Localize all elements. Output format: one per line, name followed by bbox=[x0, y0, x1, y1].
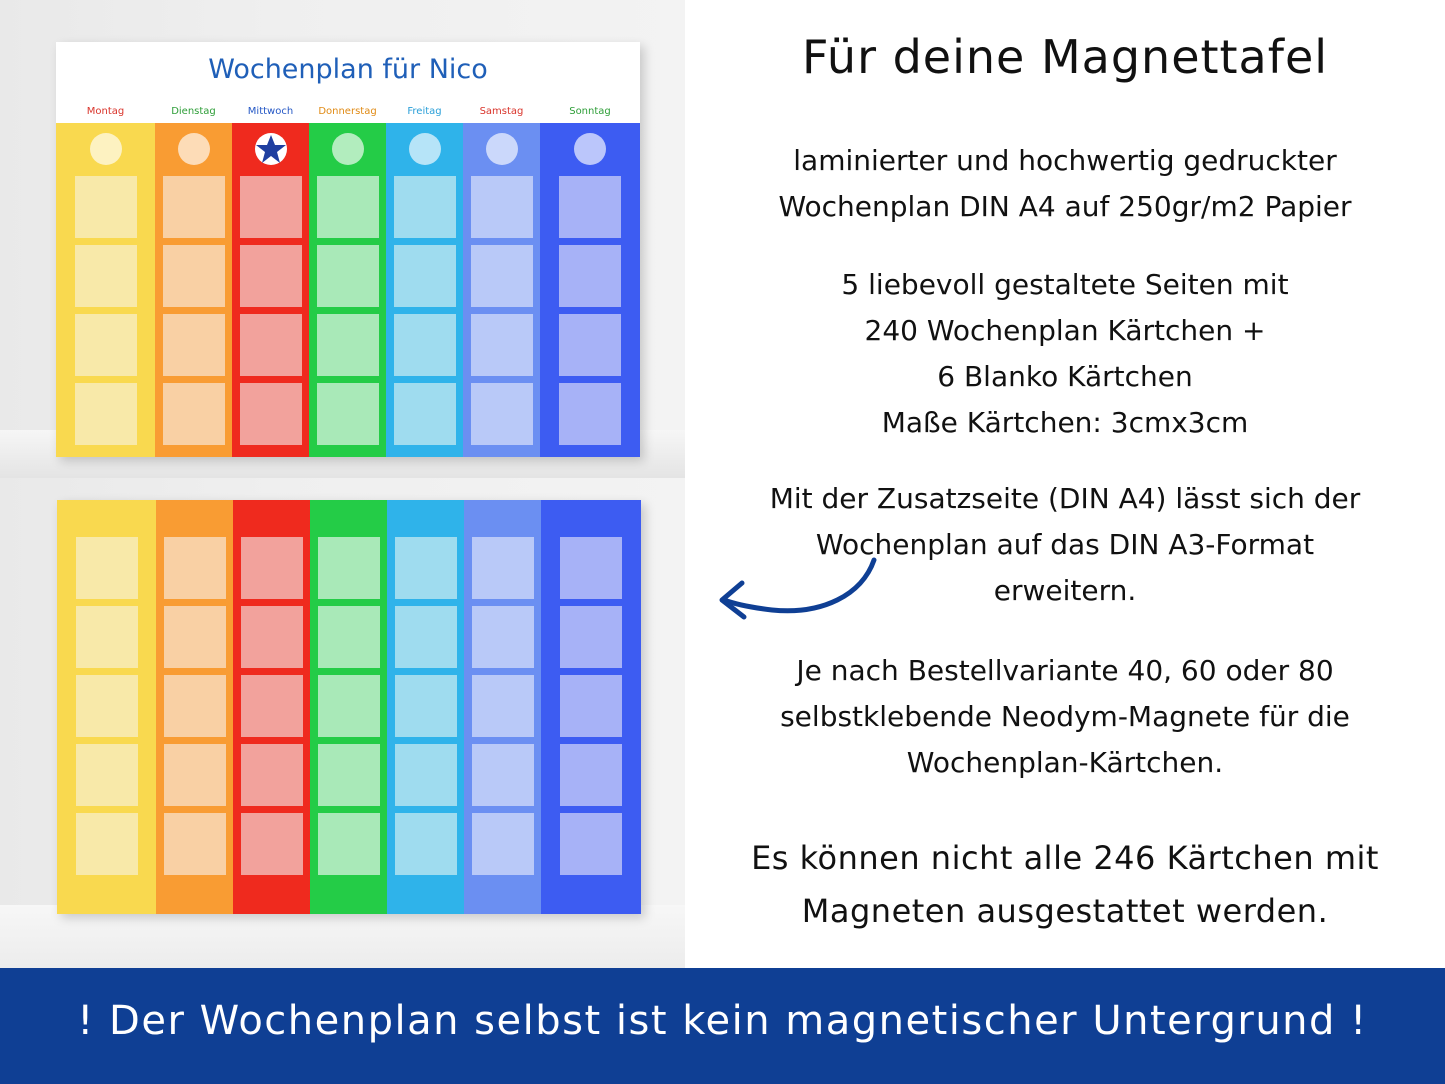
card-slot bbox=[472, 675, 534, 737]
day-marker-circle bbox=[574, 133, 606, 165]
text-line: 240 Wochenplan Kärtchen + bbox=[864, 314, 1266, 347]
card-slot bbox=[240, 176, 302, 238]
day-marker-circle bbox=[178, 133, 210, 165]
card-slot bbox=[395, 606, 457, 668]
day-marker-circle bbox=[486, 133, 518, 165]
card-slot bbox=[559, 314, 621, 376]
card-slot bbox=[240, 383, 302, 445]
text-line: selbstklebende Neodym-Magnete für die bbox=[780, 700, 1350, 733]
warning-banner bbox=[0, 968, 1445, 1084]
card-slot bbox=[76, 606, 138, 668]
day-column bbox=[387, 500, 464, 914]
card-slot bbox=[163, 383, 225, 445]
heading: Für deine Magnettafel bbox=[801, 30, 1329, 84]
card-slot bbox=[395, 744, 457, 806]
plan-header bbox=[56, 42, 640, 123]
card-slot bbox=[240, 245, 302, 307]
card-slot bbox=[75, 245, 137, 307]
day-label: Samstag bbox=[479, 106, 524, 117]
day-marker-circle bbox=[332, 133, 364, 165]
card-slot bbox=[163, 176, 225, 238]
card-slot bbox=[241, 813, 303, 875]
card-slot bbox=[318, 606, 380, 668]
card-slot bbox=[559, 383, 621, 445]
card-slot bbox=[471, 176, 533, 238]
card-slot bbox=[472, 744, 534, 806]
day-column bbox=[310, 500, 387, 914]
card-slot bbox=[164, 537, 226, 599]
day-column bbox=[309, 123, 386, 457]
paragraph-pages bbox=[695, 262, 1435, 446]
day-column bbox=[232, 123, 309, 457]
day-marker-circle bbox=[90, 133, 122, 165]
card-slot bbox=[318, 675, 380, 737]
text-line: 5 liebevoll gestaltete Seiten mit bbox=[841, 268, 1289, 301]
card-slot bbox=[164, 675, 226, 737]
card-slot bbox=[472, 537, 534, 599]
text-line: Wochenplan-Kärtchen. bbox=[906, 746, 1224, 779]
card-slot bbox=[395, 537, 457, 599]
text-line: erweitern. bbox=[993, 574, 1137, 607]
card-slot bbox=[75, 383, 137, 445]
extension-board bbox=[57, 500, 641, 914]
card-slot bbox=[560, 744, 622, 806]
card-slot bbox=[472, 813, 534, 875]
day-column bbox=[233, 500, 310, 914]
day-label: Mittwoch bbox=[247, 106, 294, 117]
star-icon bbox=[255, 133, 287, 165]
card-slot bbox=[240, 314, 302, 376]
card-slot bbox=[472, 606, 534, 668]
day-column bbox=[386, 123, 463, 457]
card-slot bbox=[471, 383, 533, 445]
card-slot bbox=[241, 675, 303, 737]
product-photo bbox=[0, 0, 685, 968]
card-slot bbox=[241, 537, 303, 599]
card-slot bbox=[76, 813, 138, 875]
card-slot bbox=[560, 537, 622, 599]
card-slot bbox=[76, 537, 138, 599]
card-slot bbox=[241, 744, 303, 806]
text-line: Maße Kärtchen: 3cmx3cm bbox=[881, 406, 1249, 439]
text-line: laminierter und hochwertig gedruckter bbox=[793, 144, 1337, 177]
card-slot bbox=[318, 744, 380, 806]
day-label: Donnerstag bbox=[318, 106, 377, 117]
card-slot bbox=[163, 245, 225, 307]
day-label: Montag bbox=[86, 106, 125, 117]
card-slot bbox=[559, 245, 621, 307]
paragraph-magnets bbox=[695, 648, 1435, 786]
day-column bbox=[541, 500, 641, 914]
card-slot bbox=[317, 176, 379, 238]
card-slot bbox=[317, 383, 379, 445]
card-slot bbox=[75, 176, 137, 238]
card-slot bbox=[560, 675, 622, 737]
card-slot bbox=[164, 744, 226, 806]
day-column bbox=[540, 123, 640, 457]
paragraph-note bbox=[695, 832, 1435, 938]
curved-arrow-left-icon bbox=[712, 555, 882, 625]
card-slot bbox=[164, 813, 226, 875]
weekly-plan-board bbox=[56, 42, 640, 457]
card-slot bbox=[395, 813, 457, 875]
card-slot bbox=[471, 245, 533, 307]
plan-title: Wochenplan für Nico bbox=[208, 54, 488, 85]
text-line: Mit der Zusatzseite (DIN A4) lässt sich der bbox=[769, 482, 1361, 515]
card-slot bbox=[317, 314, 379, 376]
card-slot bbox=[471, 314, 533, 376]
card-slot bbox=[317, 245, 379, 307]
card-slot bbox=[394, 314, 456, 376]
card-slot bbox=[394, 383, 456, 445]
card-slot bbox=[164, 606, 226, 668]
text-line: Wochenplan auf das DIN A3-Format bbox=[815, 528, 1315, 561]
card-slot bbox=[75, 314, 137, 376]
card-slot bbox=[394, 176, 456, 238]
banner-text: ! Der Wochenplan selbst ist kein magnetischer Untergrund ! bbox=[77, 998, 1368, 1044]
day-column bbox=[155, 123, 232, 457]
text-line: Es können nicht alle 246 Kärtchen mit bbox=[751, 839, 1379, 877]
card-slot bbox=[560, 813, 622, 875]
card-slot bbox=[395, 675, 457, 737]
text-line: Wochenplan DIN A4 auf 250gr/m2 Papier bbox=[778, 190, 1352, 223]
card-slot bbox=[163, 314, 225, 376]
card-slot bbox=[394, 245, 456, 307]
shelf-bottom bbox=[0, 905, 685, 968]
text-line: Magneten ausgestattet werden. bbox=[801, 892, 1329, 930]
day-column bbox=[463, 123, 540, 457]
day-column bbox=[57, 500, 156, 914]
text-line: Je nach Bestellvariante 40, 60 oder 80 bbox=[796, 654, 1334, 687]
day-column bbox=[464, 500, 541, 914]
card-slot bbox=[76, 744, 138, 806]
paragraph-lamination bbox=[695, 138, 1435, 230]
text-line: 6 Blanko Kärtchen bbox=[937, 360, 1193, 393]
card-slot bbox=[560, 606, 622, 668]
card-slot bbox=[559, 176, 621, 238]
day-marker-circle bbox=[255, 133, 287, 165]
card-slot bbox=[318, 537, 380, 599]
card-slot bbox=[76, 675, 138, 737]
day-column bbox=[156, 500, 233, 914]
card-slot bbox=[241, 606, 303, 668]
day-marker-circle bbox=[409, 133, 441, 165]
card-slot bbox=[318, 813, 380, 875]
day-label: Sonntag bbox=[569, 106, 611, 117]
day-label: Dienstag bbox=[171, 106, 216, 117]
day-column bbox=[56, 123, 155, 457]
day-label: Freitag bbox=[407, 106, 442, 117]
